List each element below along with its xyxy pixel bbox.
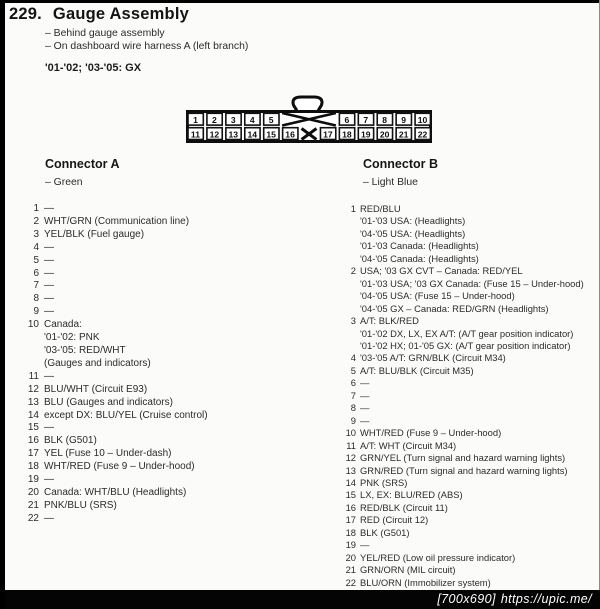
pin-description: A/T: WHT (Circuit M34) [360,439,457,451]
pin-cell-number: 10 [417,114,428,125]
location-note: – On dashboard wire harness A (left branch) [45,41,249,52]
pin-number: 9 [33,306,39,318]
pin-cell-number: 12 [209,129,220,140]
pin-number: 14 [27,409,39,421]
pin-row [26,255,338,268]
pin-number: 21 [27,499,39,511]
pin-row [26,435,338,448]
pin-row [26,242,338,255]
pin-cell-number: 13 [228,129,239,140]
pin-description: — [44,267,54,279]
pin-row [344,265,599,315]
pin-description: USA; '03 GX CVT – Canada: RED/YEL '01-'03 USA; '03 GX Canada: (Fuse 15 – Under-hood) '04-'05 USA: (Fuse 15 – Under-hood) '04-'05 GX – Canada: RED/GRN (Headlights) [360,265,584,314]
pin-row [26,410,338,423]
pin-number: 6 [33,267,39,279]
connector-b-section [344,158,599,589]
pin-row [344,203,599,265]
model-years: '01-'02; '03-'05: GX [45,62,142,74]
footer-url: https://upic.me/ [500,592,592,606]
pin-number: 22 [27,512,39,524]
pin-number: 1 [350,203,356,214]
pin-row [344,427,599,439]
pin-row [344,377,599,389]
pin-cell-number: 2 [211,114,217,125]
pin-row [26,229,338,242]
pin-number: 3 [350,315,356,327]
pin-row [344,477,599,489]
footer-watermark-bar [0,590,600,609]
pin-number: 22 [345,576,356,588]
connector-a-heading: Connector A [45,157,120,171]
pin-description: GRN/RED (Turn signal and hazard warning lights) [360,464,568,476]
pin-description: — [44,293,54,305]
pin-number: 2 [350,265,356,277]
pin-number: 5 [33,254,39,266]
page-left-edge [0,0,5,609]
pin-number: 18 [27,461,39,473]
pin-description: GRN/YEL (Turn signal and hazard warning lights) [360,452,566,464]
pin-row [26,384,338,397]
pin-description: YEL/RED (Low oil pressure indicator) [360,551,516,563]
pin-description: WHT/GRN (Communication line) [44,215,190,227]
pin-row [26,448,338,461]
pin-description: RED (Circuit 12) [360,514,429,526]
pin-cell-number: 11 [190,129,201,140]
connector-a-color: – Green [45,177,83,188]
pin-description: Canada: WHT/BLU (Headlights) [44,486,187,498]
pin-number: 6 [350,377,356,389]
pin-row [344,315,599,352]
pin-number: 16 [27,435,39,447]
connector-b-color: – Light Blue [363,177,418,188]
pin-description: BLU/WHT (Circuit E93) [44,383,148,395]
pin-description: — [360,377,370,389]
pin-cell-number: 8 [382,114,388,125]
pin-row [26,293,338,306]
location-note: – Behind gauge assembly [45,28,165,39]
page-title [9,5,189,24]
pin-description: YEL (Fuse 10 – Under-dash) [44,448,172,460]
pin-row [26,216,338,229]
pin-row [26,487,338,500]
pin-cell-number: 19 [360,129,371,140]
pin-number: 4 [33,241,39,253]
page-top-edge [0,0,600,3]
pin-number: 10 [27,319,39,331]
pin-description: — [44,306,54,318]
pin-description: — [360,402,370,414]
pin-description: '03-'05 A/T: GRN/BLK (Circuit M34) [360,352,506,364]
pin-number: 17 [345,514,356,526]
pin-row [344,527,599,539]
pin-number: 8 [350,402,356,414]
pin-description: GRN/ORN (MIL circuit) [360,564,456,576]
pin-description: — [44,241,54,253]
connector-b-pin-list [344,203,599,589]
connector-outline [188,112,431,142]
pin-number: 10 [345,427,356,439]
pin-cell-number: 9 [401,114,407,125]
pin-description: YEL/BLK (Fuel gauge) [44,228,145,240]
pin-row [344,465,599,477]
connector-b-heading: Connector B [363,157,438,171]
pin-row [26,513,338,526]
pin-number: 12 [27,383,39,395]
pin-row [26,268,338,281]
pin-number: 15 [27,422,39,434]
pin-row [26,280,338,293]
pin-number: 5 [350,364,356,376]
pin-row [26,422,338,435]
pin-description: WHT/RED (Fuse 9 – Under-hood) [44,461,195,473]
pin-number: 20 [27,486,39,498]
pin-cell-number: 14 [247,129,258,140]
pin-number: 8 [33,293,39,305]
pin-row [344,552,599,564]
pin-number: 16 [345,501,356,513]
pin-description: A/T: BLU/BLK (Circuit M35) [360,364,474,376]
pin-number: 9 [350,414,356,426]
pin-number: 13 [345,464,356,476]
pin-description: — [44,280,54,292]
pin-cell-number: 7 [363,114,369,125]
pin-row [344,415,599,427]
pin-row [344,402,599,414]
pin-cell-number: 4 [249,114,255,125]
pin-row [26,397,338,410]
pin-description: BLU (Gauges and indicators) [44,396,173,408]
pin-row [344,564,599,576]
location-notes [45,27,248,53]
connector-pinout-svg [186,95,432,143]
pin-cell-number: 15 [266,129,276,140]
pin-cell-number: 1 [193,114,198,125]
pin-number: 4 [350,352,356,364]
connector-a-pin-list [26,203,338,526]
pin-description: PNK (SRS) [360,476,408,488]
pin-row [344,440,599,452]
pin-description: — [44,203,54,214]
pin-row [344,577,599,589]
pin-cell-number: 22 [417,129,428,140]
pin-cell-number: 5 [268,114,274,125]
pin-number: 17 [27,448,39,460]
pin-number: 19 [345,539,356,551]
pin-row [344,452,599,464]
pin-description: LX, EX: BLU/RED (ABS) [360,489,463,501]
pin-cell-number: 20 [379,129,390,140]
section-number: 229. [9,5,42,23]
pin-row [344,502,599,514]
pin-description: Canada: '01-'02: PNK '03-'05: RED/WHT (Gauges and indicators) [44,319,151,369]
pin-row [26,203,338,216]
pin-description: — [44,254,54,266]
pin-number: 12 [345,452,356,464]
pin-row [344,365,599,377]
pin-description: WHT/RED (Fuse 9 – Under-hood) [360,427,502,439]
pin-cell-number: 18 [342,129,352,140]
connector-a-section [26,158,338,526]
pin-description: — [360,414,370,426]
pin-row [344,390,599,402]
pin-description: — [360,539,370,551]
pin-description: A/T: BLK/RED '01-'02 DX, LX, EX A/T: (A/T gear position indicator) '01-'02 HX; 01-'05 GX: (A/T gear position indicator) [360,315,574,351]
pin-row [26,500,338,513]
pin-description: — [44,512,54,524]
pin-number: 2 [33,215,39,227]
pin-row [26,371,338,384]
pin-number: 1 [33,203,39,214]
pin-row [344,352,599,364]
pin-description: RED/BLK (Circuit 11) [360,501,448,513]
pin-number: 7 [350,389,356,401]
footer-size-tag: [700x690] [437,592,496,606]
pin-cell-number: 6 [344,114,350,125]
pin-description: RED/BLU '01-'03 USA: (Headlights) '04-'05 USA: (Headlights) '01-'03 Canada: (Headlights) '04-'05 Canada: (Headlights) [360,203,479,264]
pin-description: except DX: BLU/YEL (Cruise control) [44,409,208,421]
pin-description: BLK (G501) [360,526,410,538]
pin-description: BLU/ORN (Immobilizer system) [360,576,491,588]
pin-number: 11 [28,370,39,382]
pin-number: 13 [27,396,39,408]
pin-row [344,489,599,501]
pin-number: 18 [345,526,356,538]
pin-cell-number: 21 [398,129,409,140]
pin-row [26,461,338,474]
pin-number: 15 [345,489,356,501]
pin-row [26,474,338,487]
pin-number: 14 [345,476,356,488]
pin-number: 21 [345,564,356,576]
pin-description: — [360,389,370,401]
pin-row [344,514,599,526]
pin-cell-number: 16 [285,129,295,140]
section-title: Gauge Assembly [52,5,189,23]
pin-row [26,306,338,319]
pin-row [344,539,599,551]
pin-number: 19 [27,474,39,486]
pin-row [26,319,338,371]
pin-description: — [44,422,54,434]
pin-number: 11 [346,439,356,451]
pin-description: — [44,370,54,382]
pin-cell-number: 17 [323,129,333,140]
pin-number: 3 [33,228,39,240]
pin-description: — [44,474,54,486]
connector-pinout-diagram [186,95,432,143]
pin-description: PNK/BLU (SRS) [44,499,117,511]
pin-description: BLK (G501) [44,435,97,447]
pin-number: 7 [33,280,39,292]
pin-number: 20 [345,551,356,563]
pin-cell-number: 3 [230,114,236,125]
